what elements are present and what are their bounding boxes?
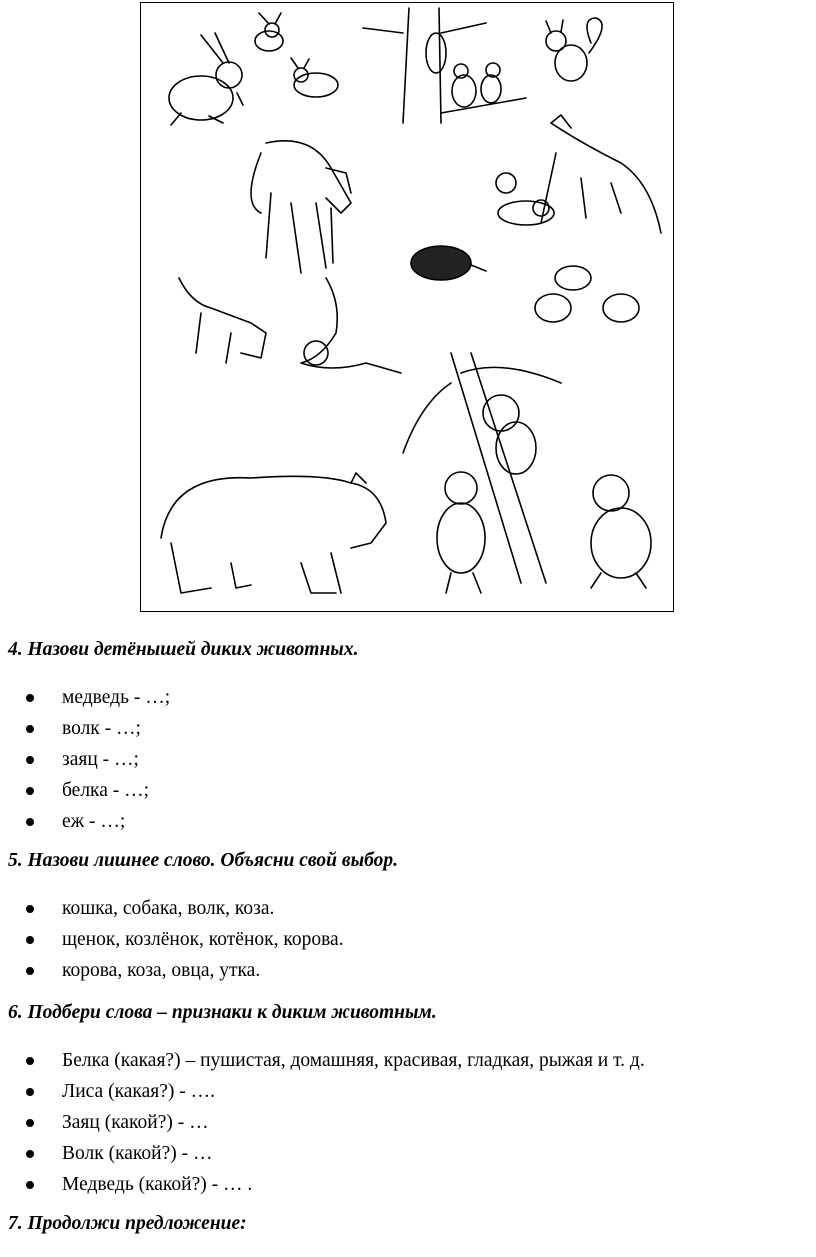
list-item: Белка (какая?) – пушистая, домашняя, красивая, гладкая, рыжая и т. д. [26,1051,645,1082]
animals-illustration [140,2,674,612]
task-5-heading: 5. Назови лишнее слово. Объясни свой выбор. [8,850,398,871]
task-7-heading: 7. Продолжи предложение: [8,1213,247,1234]
list-item: корова, коза, овца, утка. [26,961,344,992]
list-item: Медведь (какой?) - … . [26,1175,645,1206]
bear-drawing [161,473,386,593]
bear-cub-tree-drawing [403,353,561,583]
wolf-cubs-drawing [179,278,401,373]
list-item: Лиса (какая?) - …. [26,1082,645,1113]
tree-squirrels-drawing [363,8,526,123]
list-item: щенок, козлёнок, котёнок, корова. [26,930,344,961]
wolf-drawing [251,141,351,273]
list-item: кошка, собака, волк, коза. [26,899,344,930]
list-item: заяц - …; [26,750,170,781]
squirrel-drawing [546,18,602,81]
task-6-list [26,1051,645,1206]
hare-drawing [169,33,243,125]
hedgehog-drawing [411,246,639,322]
task-4-heading: 4. Назови детёнышей диких животных. [8,639,359,660]
list-item: еж - …; [26,812,170,843]
list-item: Волк (какой?) - … [26,1144,645,1175]
list-item: волк - …; [26,719,170,750]
fox-drawing [496,115,661,233]
list-item: медведь - …; [26,688,170,719]
task-5-list [26,899,344,992]
task-4-list [26,688,170,843]
list-item: Заяц (какой?) - … [26,1113,645,1144]
list-item: белка - …; [26,781,170,812]
small-hare-drawing [255,13,338,97]
task-6-heading: 6. Подбери слова – признаки к диким животным. [8,1002,437,1023]
